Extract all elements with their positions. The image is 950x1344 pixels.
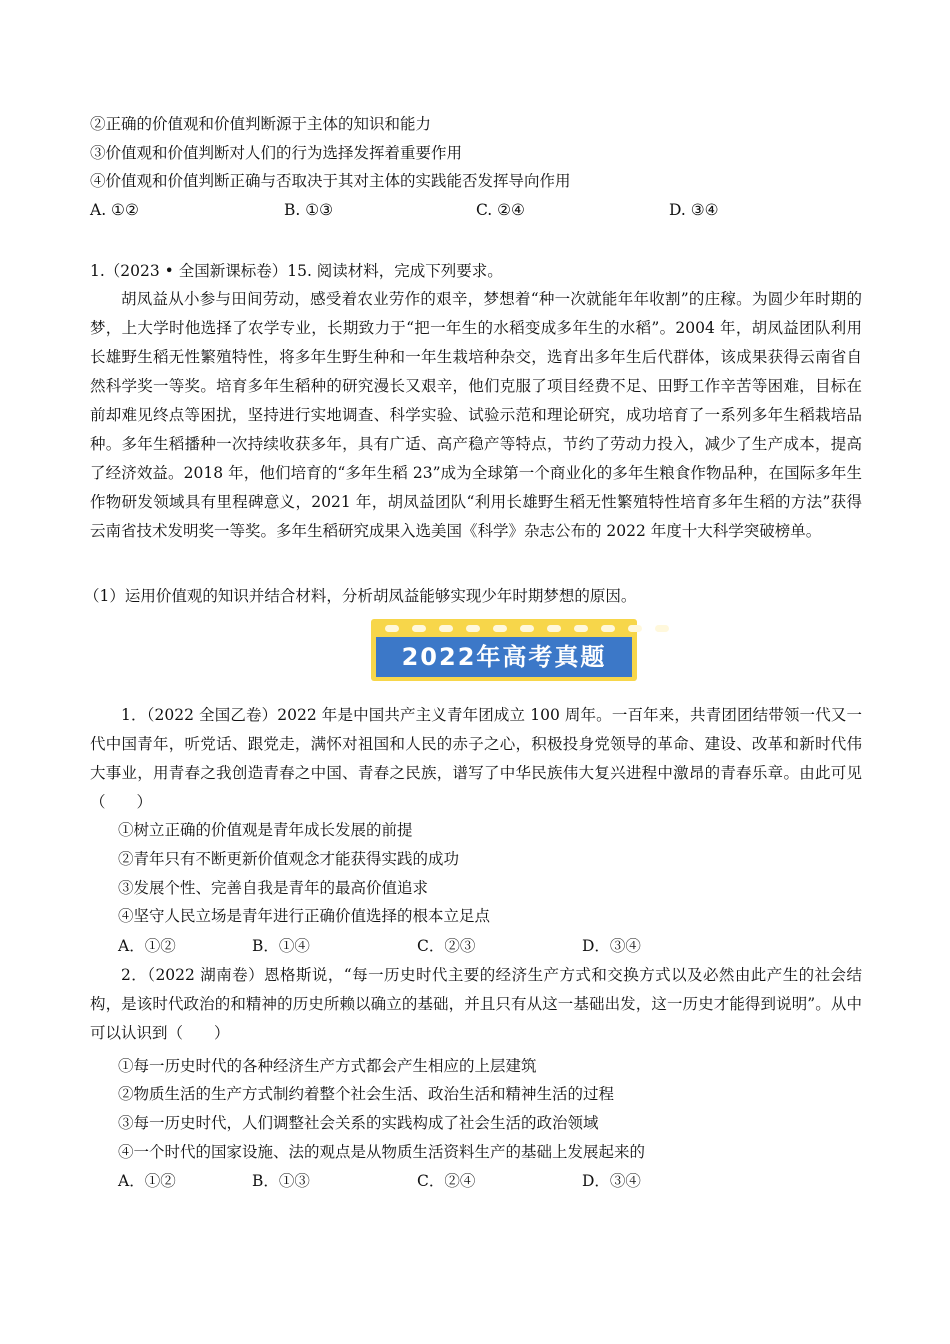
option-b: B. ①③ — [284, 201, 334, 219]
prev-statement-4: ④价值观和价值判断正确与否取决于其对主体的实践能否发挥导向作用 — [90, 172, 571, 190]
option-c: C．②④ — [417, 1172, 476, 1190]
prev-options — [90, 200, 790, 220]
question-2-stem: 2．（2022 湖南卷）恩格斯说，“每一历史时代主要的经济生产方式和交换方式以及必然由此产生的社会结构，是该时代政治的和精神的历史所赖以确立的基础，并且只有从这一基础出发，这一历史才能得到说明”。从中可以认识到（ ） — [90, 966, 862, 1042]
section-banner — [371, 619, 637, 681]
option-a: A．①② — [118, 1172, 176, 1190]
question-1-stem: 1．（2022 全国乙卷）2022 年是中国共产主义青年团成立 100 周年。一百年来，共青团团结带领一代又一代中国青年，听党话、跟党走，满怀对祖国和人民的赤子之心，积极投身党领导的革命、建设、改革和新时代伟大事业，用青春之我创造青春之中国、青春之民族，谱写了中华民族伟大复兴进程中激昂的青春乐章。由此可见（ ） — [90, 706, 862, 811]
option-c: C．②③ — [417, 937, 476, 955]
option-d: D. ③④ — [669, 201, 719, 219]
question-header: 1.（2023 • 全国新课标卷）15. 阅读材料，完成下列要求。 — [90, 262, 503, 280]
q2-statement-4: ④一个时代的国家设施、法的观点是从物质生活资料生产的基础上发展起来的 — [118, 1143, 646, 1161]
q1-statement-1: ①树立正确的价值观是青年成长发展的前提 — [118, 821, 413, 839]
prev-statement-2: ②正确的价值观和价值判断源于主体的知识和能力 — [90, 115, 432, 133]
option-a: A．①② — [118, 937, 176, 955]
q2-statement-1: ①每一历史时代的各种经济生产方式都会产生相应的上层建筑 — [118, 1057, 537, 1075]
q2-statement-2: ②物质生活的生产方式制约着整个社会生活、政治生活和精神生活的过程 — [118, 1085, 615, 1103]
option-d: D．③④ — [582, 937, 641, 955]
option-a: A. ①② — [90, 201, 139, 219]
q2-statement-3: ③每一历史时代，人们调整社会关系的实践构成了社会生活的政治领域 — [118, 1114, 599, 1132]
banner-dots — [385, 625, 669, 632]
sub-question: （1）运用价值观的知识并结合材料，分析胡凤益能够实现少年时期梦想的原因。 — [84, 587, 637, 605]
q2-options — [118, 1171, 678, 1191]
q1-statement-3: ③发展个性、完善自我是青年的最高价值追求 — [118, 879, 429, 897]
option-b: B．①④ — [252, 937, 310, 955]
material-paragraph: 胡凤益从小参与田间劳动，感受着农业劳作的艰辛，梦想着“种一次就能年年收割”的庄稼。为圆少年时期的梦，上大学时他选择了农学专业，长期致力于“把一年生的水稻变成多年生的水稻”。2004 年，胡凤益团队利用长雄野生稻无性繁殖特性，将多年生野生种和一年生栽培种杂交，选育出多年生后代群体，该成果获得云南省自然科学奖一等奖。培育多年生稻种的研究漫长又艰辛，他们克服了项目经费不足、田野工作辛苦等困难，目标在前却难见终点等困扰，坚持进行实地调查、科学实验、试验示范和理论研究，成功培育了一系列多年生稻栽培品种。多年生稻播种一次持续收获多年，具有广适、高产稳产等特点，节约了劳动力投入，减少了生产成本，提高了经济效益。2018 年，他们培育的“多年生稻 23”成为全球第一个商业化的多年生粮食作物品种，在国际多年生作物研发领域具有里程碑意义，2021 年，胡凤益团队“利用长雄野生稻无性繁殖特性培育多年生稻的方法”获得云南省技术发明奖一等奖。多年生稻研究成果入选美国《科学》杂志公布的 2022 年度十大科学突破榜单。 — [90, 290, 862, 540]
prev-statement-3: ③价值观和价值判断对人们的行为选择发挥着重要作用 — [90, 144, 463, 162]
q1-statement-4: ④坚守人民立场是青年进行正确价值选择的根本立足点 — [118, 907, 491, 925]
q1-options — [118, 936, 678, 956]
q1-statement-2: ②青年只有不断更新价值观念才能获得实践的成功 — [118, 850, 460, 868]
banner-title: 2022年高考真题 — [376, 637, 632, 677]
option-b: B．①③ — [252, 1172, 310, 1190]
option-c: C. ②④ — [476, 201, 525, 219]
option-d: D．③④ — [582, 1172, 641, 1190]
